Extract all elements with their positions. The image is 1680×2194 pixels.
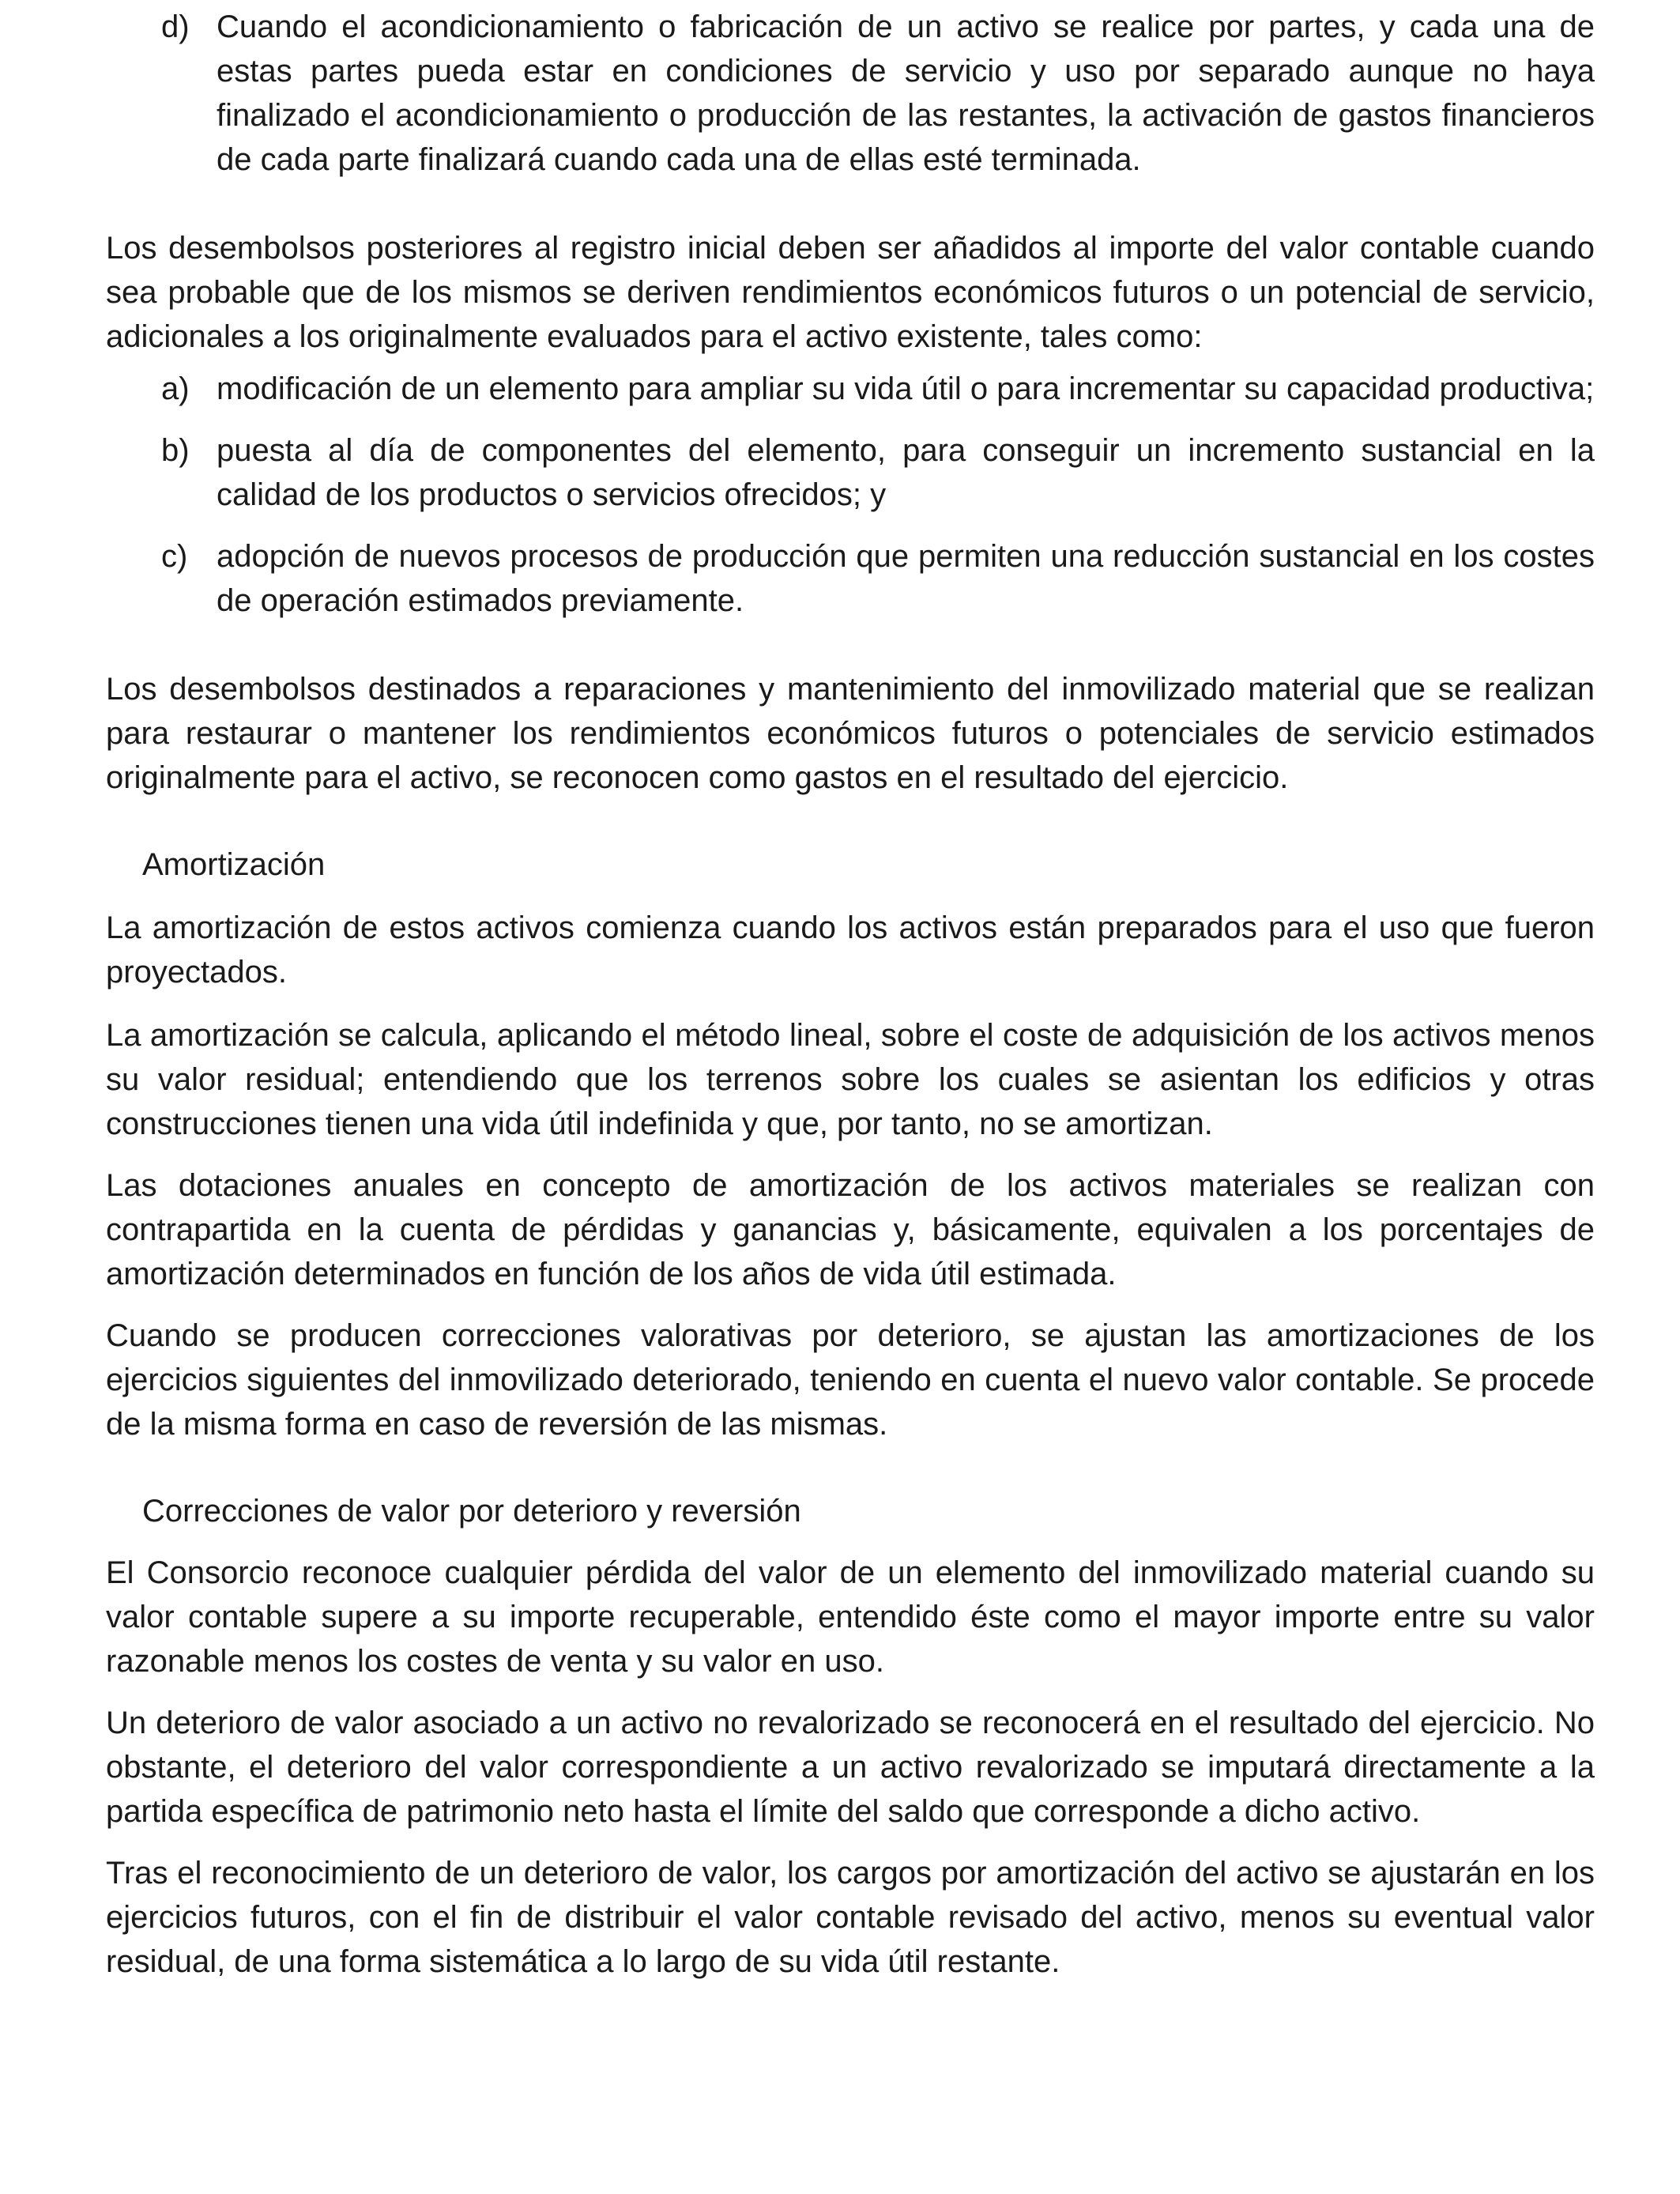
- list-item-d: [106, 5, 1595, 182]
- paragraph: La amortización se calcula, aplicando el método lineal, sobre el coste de adquisición de los activos menos su valor residual; entendiendo que los terrenos sobre los cuales se asientan los edificios y otras construcciones tienen una vida útil indefinida y que, por tanto, no se amortizan.: [106, 1018, 1595, 1141]
- section-amortizacion: [106, 843, 1595, 1446]
- list-marker: b): [161, 433, 190, 468]
- section-heading: Correcciones de valor por deterioro y reversión: [142, 1494, 801, 1529]
- paragraph: La amortización de estos activos comienza cuando los activos están preparados para el uso que fueron proyectados.: [106, 910, 1595, 990]
- list-marker: d): [161, 9, 190, 44]
- section-deterioro: [106, 1489, 1595, 1984]
- section-heading: Amortización: [142, 847, 326, 882]
- list-marker: c): [161, 539, 188, 574]
- list-item-text: adopción de nuevos procesos de producción que permiten una reducción sustancial en los costes de operación estimados previamente.: [217, 539, 1595, 618]
- list-activacion: [106, 5, 1595, 182]
- paragraph: Cuando se producen correcciones valorativas por deterioro, se ajustan las amortizaciones de los ejercicios siguientes del inmovilizado deteriorado, teniendo en cuenta el nuevo valor contable. Se procede de la misma forma en caso de reversión de las mismas.: [106, 1318, 1595, 1442]
- list-item-a: [106, 367, 1595, 411]
- list-item-text: puesta al día de componentes del elemento, para conseguir un incremento sustancial en la calidad de los productos o servicios ofrecidos; y: [217, 433, 1595, 512]
- list-item-text: modificación de un elemento para ampliar su vida útil o para incrementar su capacidad productiva;: [217, 371, 1595, 406]
- paragraph-reparaciones: Los desembolsos destinados a reparaciones y mantenimiento del inmovilizado material que se realizan para restaurar o mantener los rendimientos económicos futuros o potenciales de servicio estimados originalmente para el activo, se reconocen como gastos en el resultado del ejercicio.: [106, 672, 1595, 795]
- paragraph: Las dotaciones anuales en concepto de amortización de los activos materiales se realizan con contrapartida en la cuenta de pérdidas y ganancias y, básicamente, equivalen a los porcentajes de amortización determinados en función de los años de vida útil estimada.: [106, 1168, 1595, 1291]
- paragraph: Tras el reconocimiento de un deterioro de valor, los cargos por amortización del activo se ajustarán en los ejercicios futuros, con el fin de distribuir el valor contable revisado del activo, menos su eventual valor residual, de una forma sistemática a lo largo de su vida útil restante.: [106, 1856, 1595, 1979]
- list-mejoras: [106, 367, 1595, 623]
- list-item-c: [106, 534, 1595, 623]
- list-item-text: Cuando el acondicionamiento o fabricación de un activo se realice por partes, y cada una de estas partes pueda estar en condiciones de servicio y uso por separado aunque no haya finalizado el acondicionamiento o producción de las restantes, la activación de gastos financieros de cada parte finalizará cuando cada una de ellas esté terminada.: [217, 9, 1595, 177]
- list-marker: a): [161, 371, 190, 406]
- paragraph: Un deterioro de valor asociado a un activo no revalorizado se reconocerá en el resultado del ejercicio. No obstante, el deterioro del valor correspondiente a un activo revalorizado se imputará directamente a la partida específica de patrimonio neto hasta el límite del saldo que corresponde a dicho activo.: [106, 1706, 1595, 1829]
- list-item-b: [106, 428, 1595, 517]
- paragraph: El Consorcio reconoce cualquier pérdida del valor de un elemento del inmovilizado material cuando su valor contable supere a su importe recuperable, entendido éste como el mayor importe entre su valor razonable menos los costes de venta y su valor en uso.: [106, 1555, 1595, 1679]
- document-page: [106, 0, 1595, 1984]
- paragraph-desembolsos: Los desembolsos posteriores al registro inicial deben ser añadidos al importe del valor contable cuando sea probable que de los mismos se deriven rendimientos económicos futuros o un potencial de servicio, adicionales a los originalmente evaluados para el activo existente, tales como:: [106, 231, 1595, 354]
